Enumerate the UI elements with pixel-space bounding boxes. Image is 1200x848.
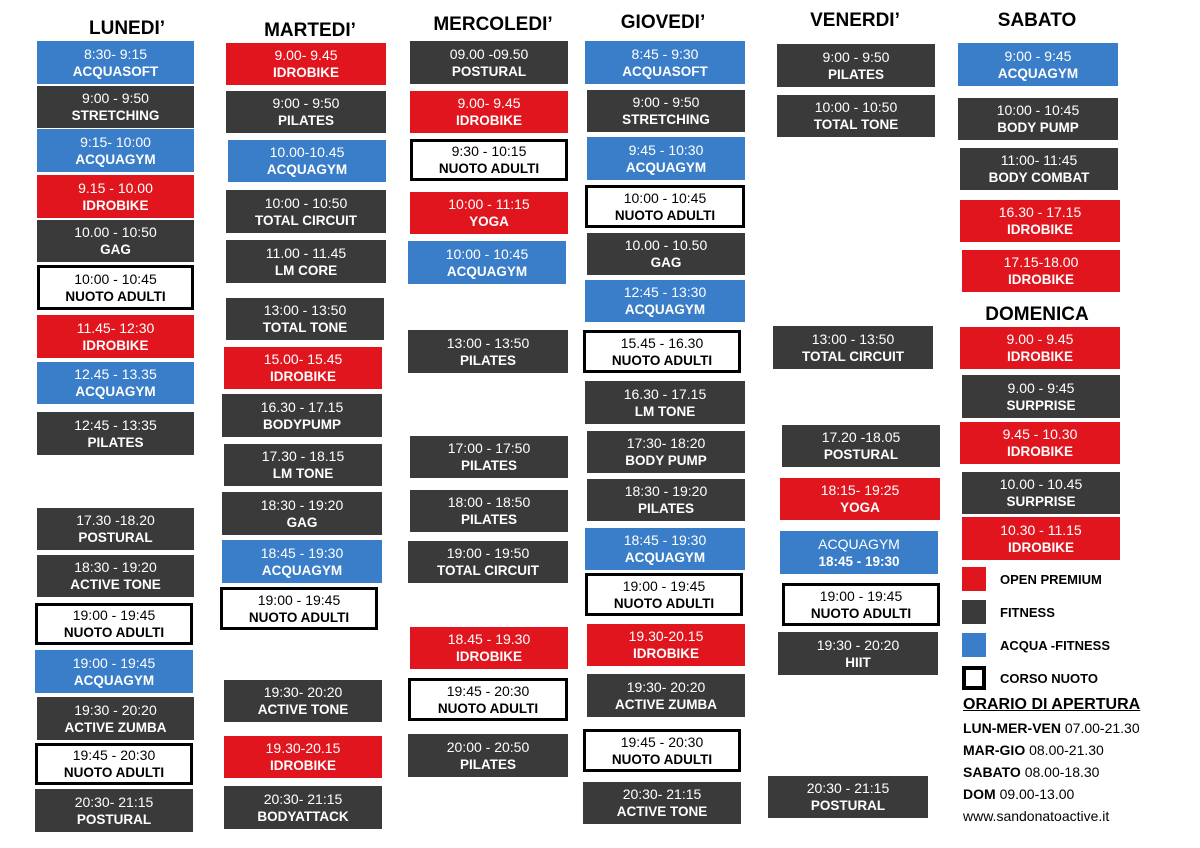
class-time: 8:45 - 9:30 [631,45,699,62]
class-block-lunedi [37,129,194,172]
class-name: BODYPUMP [262,416,341,432]
class-time: 15.00- 15.45 [263,351,343,367]
class-name: NUOTO ADULTI [614,207,716,223]
class-name: ACQUASOFT [622,63,708,79]
class-time: 18:45 - 19:30 [260,544,344,561]
class-time: 19:00 - 19:45 [72,607,156,623]
class-time: 10:00 - 11:15 [448,196,530,212]
class-time: 19:00 - 19:50 [446,545,530,561]
class-time: 9:00 - 9:50 [822,48,890,65]
class-block-giovedi [587,674,745,717]
class-time: 10.30 - 11.15 [1000,521,1082,538]
class-block-mercoledi [408,541,568,583]
class-time: 17.30 -18.20 [76,512,155,528]
class-time: 18:45 - 19:30 [623,532,707,548]
class-name: IDROBIKE [455,113,522,128]
class-time: 10.00 - 10.50 [624,237,708,253]
class-name: STRETCHING [71,108,160,123]
class-name: ACQUAGYM [73,672,155,688]
class-time: 11.45- 12:30 [76,319,155,336]
legend-label: FITNESS [1000,604,1055,620]
class-block-martedi [224,736,382,778]
opening-hours-line [963,764,1099,780]
class-block-lunedi [35,650,193,693]
class-block-martedi [226,91,386,133]
class-block-domenica [962,472,1120,514]
class-time: 11.00 - 11.45 [265,244,347,261]
class-name: IDROBIKE [1007,539,1074,555]
class-time: 10.00-10.45 [269,144,345,160]
class-name: TOTAL CIRCUIT [802,348,904,364]
class-block-martedi [228,140,386,182]
day-header-giovedi: GIOVEDI’ [620,12,706,33]
class-name: ACTIVE ZUMBA [64,719,167,735]
legend-swatch-red [962,567,986,591]
class-time: 19:45 - 20:30 [72,747,156,763]
class-name: HIIT [845,654,871,670]
class-name: ACQUASOFT [72,63,159,79]
class-block-martedi [220,587,378,630]
class-name: ACQUAGYM [997,65,1079,81]
class-block-martedi [226,43,386,85]
class-name: PILATES [87,434,144,450]
class-block-giovedi [587,431,745,473]
class-name: POSTURAL [823,447,899,462]
class-block-lunedi [35,789,193,832]
class-time: 20:30- 21:15 [622,786,702,802]
legend-corso-nuoto [962,666,1098,690]
legend-label: CORSO NUOTO [1000,670,1098,686]
class-name: PILATES [827,66,884,82]
class-block-martedi [224,680,382,722]
class-block-giovedi [587,233,745,275]
hours-days: LUN-MER-VEN [963,720,1061,736]
class-name: IDROBIKE [1006,444,1073,459]
class-block-martedi [224,444,382,486]
website-link[interactable]: www.sandonatoactive.it [963,808,1110,824]
day-header-lunedi: LUNEDI’ [89,18,165,39]
class-block-giovedi [585,41,745,84]
class-name: PILATES [460,512,517,527]
day-header-domenica: DOMENICA [985,304,1089,325]
class-time: 19.30-20.15 [628,628,704,644]
class-block-mercoledi [410,192,568,234]
class-time: 15.45 - 16.30 [620,334,704,351]
class-name: ACTIVE TONE [70,577,161,592]
class-name: IDROBIKE [1006,349,1073,364]
class-block-martedi [226,240,386,283]
class-time: 17:00 - 17:50 [447,440,531,456]
class-name: ACQUAGYM [75,384,156,399]
class-block-lunedi [37,555,194,597]
class-time: 18:15- 19:25 [820,482,900,498]
class-name: IDROBIKE [272,65,339,80]
class-time: 18:30 - 19:20 [260,496,344,513]
class-block-giovedi [585,528,745,570]
class-block-martedi [222,492,382,535]
hours-time: 09.00-13.00 [999,786,1075,802]
class-time: 17:30- 18:20 [626,435,706,451]
class-block-sabato [962,250,1120,292]
class-time: 9.00 - 9.45 [1006,331,1074,347]
class-block-mercoledi [408,734,568,777]
class-block-lunedi [35,743,193,785]
class-time: 19:45 - 20:30 [620,733,704,750]
hours-time: 08.00-18.30 [1024,764,1100,780]
class-time: 18.45 - 19.30 [447,631,531,647]
class-name: NUOTO ADULTI [611,751,713,767]
legend-swatch-blue [962,633,986,657]
class-time: 10:00 - 10:45 [996,102,1080,118]
class-time: 09.00 -09.50 [449,45,529,62]
class-time: 9.15 - 10.00 [78,179,153,196]
class-name: ACQUAGYM [624,302,706,317]
class-time: 17.20 -18.05 [821,429,901,445]
class-time: 20:30- 21:15 [263,790,343,807]
class-name: IDROBIKE [632,646,699,661]
class-block-venerdi [782,425,940,467]
class-block-sabato [958,98,1118,140]
class-block-sabato [958,43,1118,86]
day-header-sabato: SABATO [997,10,1077,31]
class-time: 19:30- 20:20 [263,684,343,700]
class-time: 9:00 - 9:45 [1004,47,1072,64]
class-time: 9:30 - 10:15 [451,143,527,159]
class-time: 9.00- 9.45 [274,47,338,63]
class-time: 16.30 - 17.15 [260,398,344,415]
class-block-giovedi [583,729,741,772]
class-name: IDROBIKE [269,758,336,773]
class-block-mercoledi [410,139,568,181]
legend-open-premium [962,567,1102,591]
class-name: PILATES [460,458,517,473]
class-time: 12:45 - 13:35 [74,416,157,433]
class-time: 8:30- 9:15 [83,45,148,62]
class-block-venerdi [777,95,935,137]
class-name: PILATES [459,352,516,368]
class-time: 9:00 - 9:50 [82,90,149,106]
class-time: 9.00- 9.45 [457,95,521,111]
class-block-lunedi [37,412,194,455]
class-name: POSTURAL [451,63,527,79]
class-block-mercoledi [410,627,568,669]
class-time: 19:00 - 19:45 [622,577,706,594]
class-time: 19:00 - 19:45 [72,654,156,671]
class-name: ACQUAGYM [75,151,156,167]
class-time: 13:00 - 13:50 [263,302,347,318]
class-block-giovedi [585,573,743,616]
class-block-giovedi [585,185,745,228]
class-block-lunedi [37,41,194,84]
class-name: BODY PUMP [997,120,1079,135]
class-time: 19:30 - 20:20 [74,701,157,718]
class-block-giovedi [587,90,745,132]
legend-acqua-fitness [962,633,1110,657]
hours-days: DOM [963,786,996,802]
class-name: POSTURAL [76,811,152,827]
class-block-venerdi [782,583,940,626]
class-block-domenica [960,422,1120,464]
class-time: ACQUAGYM [818,535,900,552]
class-time: 13:00 - 13:50 [446,334,530,351]
class-time: 16.30 - 17.15 [998,204,1082,220]
class-block-mercoledi [408,241,566,284]
legend-label: ACQUA -FITNESS [1000,637,1111,653]
class-time: 10:00 - 10:45 [445,245,529,262]
day-header-venerdi: VENERDI’ [810,10,900,31]
class-name: NUOTO ADULTI [613,595,715,611]
class-time: 20:00 - 20:50 [446,738,530,755]
class-block-lunedi [37,315,194,358]
class-name: ACQUAGYM [446,263,528,279]
hours-days: SABATO [963,764,1021,780]
class-name: GAG [100,242,131,257]
class-name: LM TONE [272,466,334,481]
class-block-mercoledi [410,490,568,532]
class-block-lunedi [37,697,194,740]
class-time: 10:00 - 10:45 [74,270,157,287]
class-name: PILATES [277,113,334,128]
class-time: 12.45 - 13.35 [74,366,157,382]
class-name: STRETCHING [622,112,710,127]
class-name: BODY PUMP [625,453,707,468]
class-time: 18:30 - 19:20 [74,559,157,575]
class-time: 17.15-18.00 [1003,254,1079,270]
class-block-mercoledi [410,436,568,478]
class-block-mercoledi [408,678,568,721]
class-block-domenica [960,327,1120,369]
class-time: 9:15- 10:00 [80,133,151,150]
class-time: 9.45 - 10.30 [1002,426,1078,442]
class-block-venerdi [780,531,938,574]
class-time: 18:00 - 18:50 [447,494,531,510]
legend-swatch-dark [962,600,986,624]
class-block-domenica [962,375,1120,418]
class-name: NUOTO ADULTI [611,352,713,368]
class-name: NUOTO ADULTI [810,605,912,621]
class-time: 20:30- 21:15 [74,793,154,810]
class-time: 12:45 - 13:30 [623,284,707,300]
class-name: IDROBIKE [269,369,336,384]
class-time: 9:45 - 10:30 [628,141,704,158]
class-time: 9.00 - 9:45 [1007,379,1075,396]
class-block-giovedi [587,137,745,180]
day-header-mercoledi: MERCOLEDI’ [433,14,553,35]
class-block-martedi [226,190,386,233]
class-name: POSTURAL [78,530,153,545]
class-name: NUOTO ADULTI [63,625,165,640]
opening-hours-title: ORARIO DI APERTURA [963,696,1141,713]
class-name: ACQUAGYM [266,162,348,177]
class-block-martedi [226,298,384,340]
hours-time: 08.00-21.30 [1029,742,1104,758]
class-name: POSTURAL [810,798,886,813]
legend-label: OPEN PREMIUM [1000,571,1102,587]
class-block-lunedi [37,220,194,262]
class-name: SURPRISE [1006,494,1076,509]
class-name: TOTAL CIRCUIT [437,563,539,578]
class-time: 19:30 - 20:20 [816,636,900,653]
legend-swatch-white [962,666,986,690]
hours-days: MAR-GIO [963,742,1026,758]
class-block-mercoledi [410,41,568,84]
class-block-mercoledi [408,330,568,373]
class-name: TOTAL CIRCUIT [255,212,357,228]
class-block-giovedi [583,330,741,373]
class-block-lunedi [35,603,193,645]
class-block-sabato [960,200,1120,242]
class-name: NUOTO ADULTI [65,288,166,304]
opening-hours-line [963,720,1140,736]
class-block-venerdi [773,326,933,369]
opening-hours-line [963,786,1074,802]
class-name: TOTAL TONE [813,117,899,132]
hours-time: 07.00-21.30 [1064,720,1140,736]
opening-hours-line [963,742,1104,758]
class-block-giovedi [585,280,745,322]
class-name: ACQUAGYM [625,159,707,175]
class-name: NUOTO ADULTI [438,161,540,176]
class-block-giovedi [585,381,745,424]
class-block-venerdi [768,776,928,818]
class-name: ACQUAGYM [624,550,706,565]
class-block-lunedi [37,265,194,310]
class-name: ACTIVE TONE [257,702,349,717]
class-name: PILATES [459,756,516,772]
class-time: 16.30 - 17.15 [623,385,707,402]
class-name: LM CORE [274,262,338,278]
class-block-domenica [962,517,1120,560]
class-time: 19:00 - 19:45 [257,591,341,608]
class-name: IDROBIKE [1007,272,1074,287]
class-name: IDROBIKE [82,337,149,353]
class-time: 10:00 - 10:50 [814,99,898,115]
class-time: 9:00 - 9:50 [632,94,700,110]
class-name: BODY COMBAT [988,170,1090,185]
class-time: 13:00 - 13:50 [811,330,895,347]
class-time: 10.00 - 10.45 [999,476,1083,492]
class-name: NUOTO ADULTI [437,700,539,716]
class-time: 19:30- 20:20 [626,678,706,695]
class-time: 9:00 - 9:50 [272,95,340,111]
class-time: 11:00- 11:45 [1000,152,1078,168]
class-name: ACTIVE ZUMBA [615,696,717,712]
class-block-giovedi [587,624,745,666]
class-time: 10:00 - 10:45 [623,189,707,206]
class-time: 19:00 - 19:45 [819,587,903,604]
class-time: 18:30 - 19:20 [624,483,708,499]
class-name: NUOTO ADULTI [63,765,165,780]
class-name: ACQUAGYM [261,562,343,578]
class-block-sabato [960,148,1118,190]
class-time: 10.00 - 10:50 [74,224,157,240]
class-block-venerdi [780,478,940,520]
class-name: YOGA [469,214,509,229]
class-name: GAG [286,514,318,530]
class-name: BODYATTACK [257,808,349,824]
class-name: SURPRISE [1006,397,1076,413]
class-name: 18:45 - 19:30 [818,553,900,569]
class-name: PILATES [637,501,694,516]
class-block-lunedi [37,86,194,128]
class-name: IDROBIKE [82,197,149,213]
class-name: NUOTO ADULTI [248,609,350,625]
class-block-lunedi [37,508,194,550]
class-time: 20:30 - 21:15 [806,780,890,796]
class-block-lunedi [37,175,194,218]
class-block-mercoledi [410,91,568,133]
class-block-martedi [224,786,382,829]
day-header-martedi: MARTEDI’ [264,20,356,41]
class-block-giovedi [587,479,745,521]
class-block-martedi [222,540,382,583]
class-name: YOGA [840,500,880,515]
legend-fitness [962,600,1055,624]
class-name: IDROBIKE [455,649,522,664]
class-time: 19.30-20.15 [265,740,341,756]
class-block-martedi [224,347,382,389]
class-block-giovedi [583,782,741,824]
class-name: ACTIVE TONE [616,804,708,819]
class-block-martedi [222,394,382,437]
class-name: IDROBIKE [1006,222,1073,237]
class-name: GAG [650,255,682,270]
class-name: TOTAL TONE [262,320,348,335]
class-time: 17.30 - 18.15 [261,448,345,464]
class-name: LM TONE [634,403,696,419]
class-block-venerdi [778,632,938,675]
class-time: 19:45 - 20:30 [446,682,530,699]
class-time: 10:00 - 10:50 [264,194,348,211]
class-block-lunedi [37,362,194,404]
class-block-venerdi [777,44,935,87]
